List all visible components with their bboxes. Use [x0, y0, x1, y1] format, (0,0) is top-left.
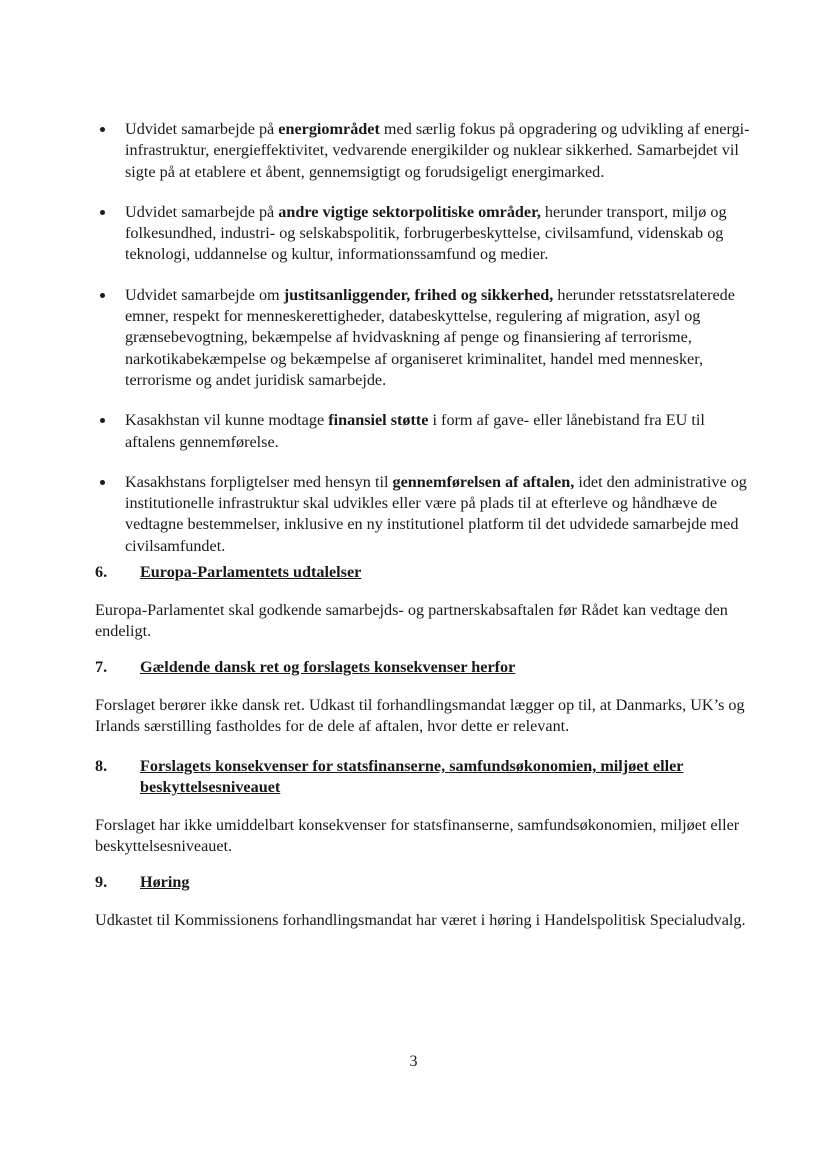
- bullet-item-sector-policy: [96, 202, 756, 266]
- page-number: 3: [409, 1053, 418, 1070]
- bullet-text: herunder transport, miljø og folkesundhed, industri- og selskabspolitik, forbrugerbeskyttelse, civilsamfund, videnskab og teknologi, uddannelse og kultur, informationssamfund og medier.: [125, 202, 727, 264]
- bullet-text: Kasakhstan vil kunne modtage: [125, 411, 329, 430]
- bullet-bold-term: finansiel støtte: [328, 411, 429, 430]
- section-body: Forslaget berører ikke dansk ret. Udkast til forhandlingsmandat lægger op til, at Danmarks, UK’s og Irlands særstilling fastholdes for de dele af aftalen, hvor dette er relevant.: [95, 696, 745, 735]
- bullet-dot-icon: [100, 293, 105, 298]
- section-title: Høring: [140, 873, 190, 891]
- section-body: Europa-Parlamentet skal godkende samarbejds- og partnerskabsaftalen før Rådet kan vedtage den endeligt.: [95, 601, 728, 640]
- section-7: [95, 657, 755, 736]
- section-number: 6.: [95, 563, 108, 581]
- section-title: Forslagets konsekvenser for statsfinanserne, samfundsøkonomien, miljøet eller beskyttelsesniveauet: [140, 757, 684, 796]
- bullet-dot-icon: [100, 480, 105, 485]
- bullet-bold-term: gennemførelsen af aftalen,: [392, 472, 575, 491]
- bullet-text: Udvidet samarbejde på: [125, 120, 279, 138]
- bullet-bold-term: andre vigtige sektorpolitiske områder,: [278, 202, 541, 221]
- bullet-item-implementation: [96, 472, 756, 557]
- section-8: [95, 756, 755, 856]
- section-6: [95, 562, 755, 641]
- bullet-dot-icon: [100, 210, 105, 215]
- bullet-item-financial-support: [96, 410, 756, 453]
- section-heading: [95, 756, 755, 798]
- section-number: 9.: [95, 873, 108, 891]
- section-heading: [95, 872, 755, 893]
- section-title: Europa-Parlamentets udtalelser: [140, 563, 362, 581]
- bullet-bold-term: energiområdet: [278, 120, 380, 138]
- bullet-text: Udvidet samarbejde om: [125, 285, 284, 304]
- bullet-dot-icon: [100, 127, 105, 132]
- section-number: 8.: [95, 757, 108, 775]
- bullet-dot-icon: [100, 418, 105, 423]
- bullet-text: herunder retsstatsrelaterede emner, respekt for menneskerettigheder, databeskyttelse, regulering af migration, asyl og grænsebevogtning, bekæmpelse af hvidvaskning af penge og finansiering af terrorisme, narkotikabekæmpelse og bekæmpelse af organiseret kriminalitet, handel med mennesker, terrorisme og andet juridisk samarbejde.: [125, 285, 735, 389]
- section-title: Gældende dansk ret og forslagets konsekvenser herfor: [140, 658, 516, 676]
- bullet-list: [96, 119, 756, 557]
- bullet-text: idet den administrative og institutionelle infrastruktur skal udvikles eller være på plads til at efterleve og håndhæve de vedtagne bestemmelser, inklusive en ny institutionel platform til det udvidede samarbejde med civilsamfundet.: [125, 472, 747, 555]
- bullet-text: i form af gave- eller lånebistand fra EU til aftalens gennemførelse.: [125, 411, 705, 451]
- bullet-item-justice: [96, 285, 756, 391]
- section-heading: [95, 562, 755, 583]
- section-9: [95, 872, 755, 931]
- section-number: 7.: [95, 658, 108, 676]
- section-body: Udkastet til Kommissionens forhandlingsmandat har været i høring i Handelspolitisk Specialudvalg.: [95, 911, 746, 929]
- section-body: Forslaget har ikke umiddelbart konsekvenser for statsfinanserne, samfundsøkonomien, miljøet eller beskyttelsesniveauet.: [95, 816, 740, 855]
- bullet-bold-term: justitsanliggender, frihed og sikkerhed,: [283, 285, 554, 304]
- bullet-item-energy: [96, 119, 756, 183]
- section-heading: [95, 657, 755, 678]
- bullet-text: med særlig fokus på opgradering og udvikling af energi-infrastruktur, energieffektivitet, vedvarende energikilder og nuklear sikkerhed. Samarbejdet vil sigte på at etablere et åbent, gennemsigtigt og forudsigeligt energimarked.: [125, 120, 750, 181]
- bullet-text: Kasakhstans forpligtelser med hensyn til: [125, 472, 393, 491]
- bullet-text: Udvidet samarbejde på: [125, 202, 279, 221]
